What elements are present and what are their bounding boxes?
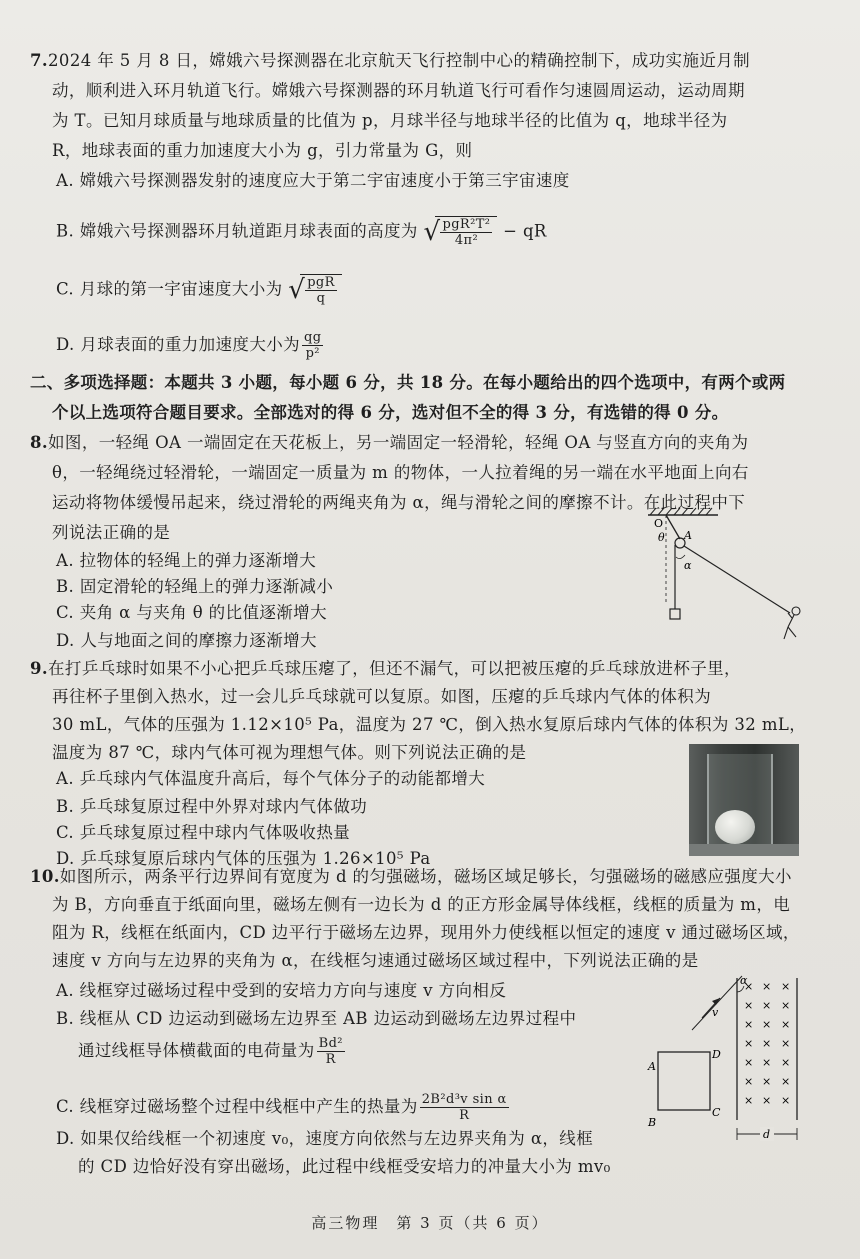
q10-fig-label-alpha: α <box>740 974 748 987</box>
q8-fig-label-alpha: α <box>684 559 692 572</box>
field-mark: × <box>781 980 791 993</box>
field-mark: × <box>744 999 754 1012</box>
q10-fig-label-d: D <box>712 1048 721 1061</box>
q10-fig-label-width: d <box>763 1128 771 1141</box>
page-footer: 高三物理 第 3 页（共 6 页） <box>311 1214 549 1232</box>
q10-option-d-line-2: 的 CD 边恰好没有穿出磁场，此过程中线框受安培力的冲量大小为 mv₀ <box>78 1157 611 1176</box>
q9-line-2: 再往杯子里倒入热水，过一会儿乒乓球就可以复原。如图，压瘪的乒乓球内气体的体积为 <box>52 687 712 706</box>
q8-fig-label-a: A <box>684 529 692 542</box>
q10-line-1: 10.如图所示，两条平行边界间有宽度为 d 的匀强磁场，磁场区域足够长，匀强磁场的磁感应强度大小 <box>30 867 792 886</box>
q7-line-4: R，地球表面的重力加速度大小为 g，引力常量为 G，则 <box>52 141 473 160</box>
q10-fig-label-v: v <box>712 1006 719 1019</box>
field-mark: × <box>781 1094 791 1107</box>
field-mark: × <box>781 1018 791 1031</box>
q9-line-4: 温度为 87 ℃，球内气体可视为理想气体。则下列说法正确的是 <box>52 743 527 762</box>
field-mark: × <box>744 1094 754 1107</box>
field-mark: × <box>781 1056 791 1069</box>
field-mark: × <box>744 1056 754 1069</box>
field-mark: × <box>762 1037 772 1050</box>
q9-option-b: B. 乒乓球复原过程中外界对球内气体做功 <box>56 797 368 816</box>
q7-option-d: D. 月球表面的重力加速度大小为 $\frac{qg}{\text{p²}}$ <box>56 330 322 361</box>
field-mark: × <box>762 1075 772 1088</box>
magnetic-field-marks <box>744 980 790 1107</box>
q8-line-3: 运动将物体缓慢吊起来，绕过滑轮的两绳夹角为 α，绳与滑轮之间的摩擦不计。在此过程中下 <box>52 493 746 512</box>
q9-glass-photo <box>689 744 799 856</box>
field-mark: × <box>762 1094 772 1107</box>
q9-option-a: A. 乒乓球内气体温度升高后，每个气体分子的动能都增大 <box>56 769 486 788</box>
q10-option-d-line-1: D. 如果仅给线框一个初速度 v₀，速度方向依然与左边界夹角为 α，线框 <box>56 1129 594 1148</box>
q8-fig-label-o: O <box>654 517 664 530</box>
q7-option-c: C. 月球的第一宇宙速度大小为 √ $\frac{\text{pgR}}{q}$ <box>56 274 342 306</box>
ping-pong-ball <box>715 810 755 844</box>
field-mark: × <box>781 999 791 1012</box>
q7-option-b: B. 嫦娥六号探测器环月轨道距月球表面的高度为 √ $\frac{\text{pgR²T²}}{\text{4π²}}$ − qR <box>56 217 547 248</box>
q9-line-3: 30 mL，气体的压强为 1.12×10⁵ Pa，温度为 27 ℃，倒入热水复原后球内气体的体积为 32 mL， <box>52 715 807 734</box>
field-mark: × <box>744 1018 754 1031</box>
person-figure <box>784 607 800 639</box>
q10-magnetic-field-figure <box>642 970 812 1145</box>
field-mark: × <box>762 999 772 1012</box>
q8-line-1: 8.如图，一轻绳 OA 一端固定在天花板上，另一端固定一轻滑轮，轻绳 OA 与竖直方向的夹角为 <box>30 433 749 452</box>
q10-line-3: 阻为 R，线框在纸面内，CD 边平行于磁场左边界，现用外力使线框以恒定的速度 v 通过磁场区域， <box>52 923 800 942</box>
field-mark: × <box>762 980 772 993</box>
q8-option-d: D. 人与地面之间的摩擦力逐渐增大 <box>56 631 317 650</box>
section-2-header-line-2: 个以上选项符合题目要求。全部选对的得 6 分，选对但不全的得 3 分，有选错的得 0 分。 <box>52 403 729 422</box>
field-mark: × <box>781 1037 791 1050</box>
field-mark: × <box>762 1056 772 1069</box>
q10-line-2: 为 B，方向垂直于纸面向里，磁场左侧有一边长为 d 的正方形金属导体线框，线框的质量为 m，电 <box>52 895 791 914</box>
q10-option-a: A. 线框穿过磁场过程中受到的安培力方向与速度 v 方向相反 <box>56 981 507 1000</box>
q9-line-1: 9.在打乒乓球时如果不小心把乒乓球压瘪了，但还不漏气，可以把被压瘪的乒乓球放进杯子里， <box>30 659 741 678</box>
q10-option-c: C. 线框穿过磁场整个过程中线框中产生的热量为 $\frac{\text{2B²d³v sin α}}{R}$ <box>56 1092 507 1123</box>
q9-option-c: C. 乒乓球复原过程中球内气体吸收热量 <box>56 823 351 842</box>
q8-option-c: C. 夹角 α 与夹角 θ 的比值逐渐增大 <box>56 603 327 622</box>
q7-line-3: 为 T。已知月球质量与地球质量的比值为 p，月球半径与地球半径的比值为 q，地球半径为 <box>52 111 728 130</box>
q9-option-d: D. 乒乓球复原后球内气体的压强为 1.26×10⁵ Pa <box>56 849 431 868</box>
q7-option-a: A. 嫦娥六号探测器发射的速度应大于第二宇宙速度小于第三宇宙速度 <box>56 171 570 190</box>
q8-line-2: θ，一轻绳绕过轻滑轮，一端固定一质量为 m 的物体，一人拉着绳的另一端在水平地面上向右 <box>52 463 749 482</box>
field-mark: × <box>781 1075 791 1088</box>
q10-option-b-line-2: 通过线框导体横截面的电荷量为 $\frac{\text{Bd²}}{R}$ <box>78 1036 343 1067</box>
square-loop <box>658 1052 710 1110</box>
q10-fig-label-c: C <box>712 1106 721 1119</box>
field-mark: × <box>762 1018 772 1031</box>
field-mark: × <box>744 1037 754 1050</box>
q7-line-1: 7.2024 年 5 月 8 日，嫦娥六号探测器在北京航天飞行控制中心的精确控制下，成功实施近月制 <box>30 51 751 70</box>
q8-option-a: A. 拉物体的轻绳上的弹力逐渐增大 <box>56 551 317 570</box>
q7-number: 7. <box>30 51 49 70</box>
q10-fig-label-b: B <box>648 1116 657 1129</box>
q8-pulley-figure <box>640 505 810 645</box>
q8-fig-label-theta: θ <box>658 531 665 544</box>
q10-option-b-line-1: B. 线框从 CD 边运动到磁场左边界至 AB 边运动到磁场左边界过程中 <box>56 1009 577 1028</box>
q7-line-2: 动，顺利进入环月轨道飞行。嫦娥六号探测器的环月轨道飞行可看作匀速圆周运动，运动周期 <box>52 81 745 100</box>
field-mark: × <box>744 980 754 993</box>
section-2-header-line-1: 二、多项选择题：本题共 3 小题，每小题 6 分，共 18 分。在每小题给出的四个选项中，有两个或两 <box>30 373 786 392</box>
q8-option-b: B. 固定滑轮的轻绳上的弹力逐渐减小 <box>56 577 334 596</box>
q10-line-4: 速度 v 方向与左边界的夹角为 α，在线框匀速通过磁场区域过程中，下列说法正确的是 <box>52 951 699 970</box>
field-mark: × <box>744 1075 754 1088</box>
q10-fig-label-a: A <box>648 1060 656 1073</box>
q8-line-4: 列说法正确的是 <box>52 523 171 542</box>
